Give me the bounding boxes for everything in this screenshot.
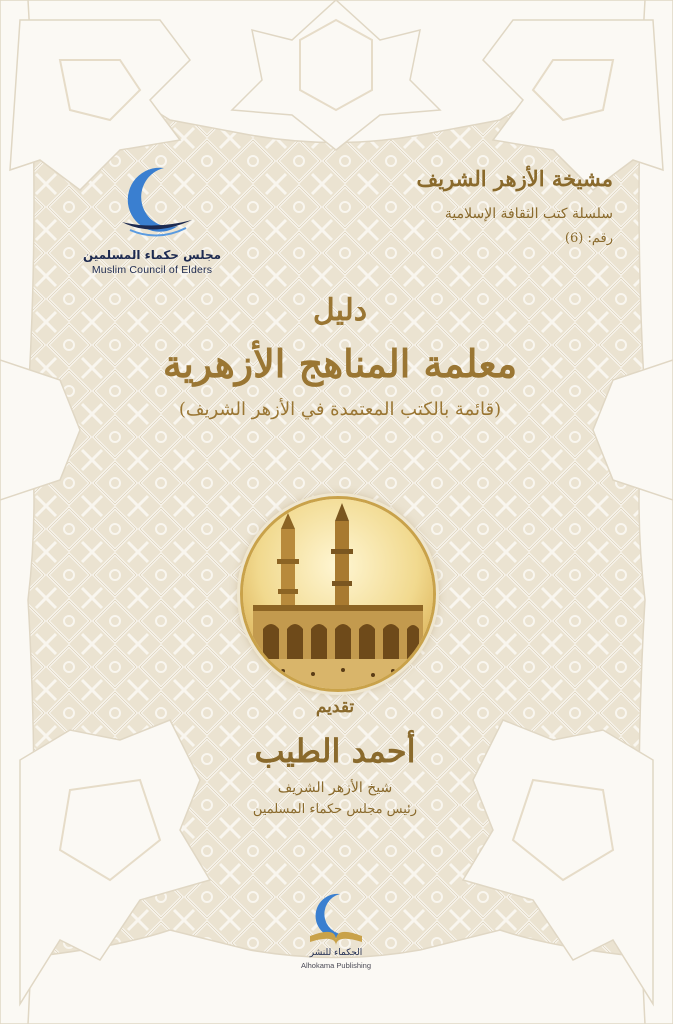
mosque-illustration — [240, 496, 436, 692]
series-number: رقم: (6) — [564, 231, 613, 246]
preface-label: تقديم — [315, 697, 355, 717]
crescent-icon — [82, 160, 222, 246]
alhokama-publishing-logo — [276, 890, 396, 990]
series-info — [393, 165, 613, 249]
preface-author-name: أحمد الطيب — [254, 732, 416, 770]
crescent-book-icon — [276, 890, 396, 948]
title-line-1: دليل — [312, 293, 368, 328]
council-name-arabic: مجلس حكماء المسلمين — [82, 248, 222, 262]
authority-name: مشيخة الأزهر الشريف — [416, 166, 613, 191]
book-title — [160, 292, 520, 424]
preface-author-role-1: شيخ الأزهر الشريف — [277, 780, 393, 796]
preface-author-role-2: رئيس مجلس حكماء المسلمين — [252, 802, 418, 817]
preface-info — [190, 695, 480, 821]
title-subtitle: (قائمة بالكتب المعتمدة في الأزهر الشريف) — [178, 399, 502, 420]
title-line-2: معلمة المناهج الأزهرية — [162, 341, 518, 386]
publishing-name-english: Alhokama Publishing — [300, 961, 372, 970]
publishing-name-arabic: الحكماء للنشر — [309, 948, 363, 958]
council-name-english: Muslim Council of Elders — [91, 264, 213, 276]
series-name: سلسلة كتب الثقافة الإسلامية — [444, 206, 613, 222]
muslim-council-logo — [82, 160, 222, 280]
